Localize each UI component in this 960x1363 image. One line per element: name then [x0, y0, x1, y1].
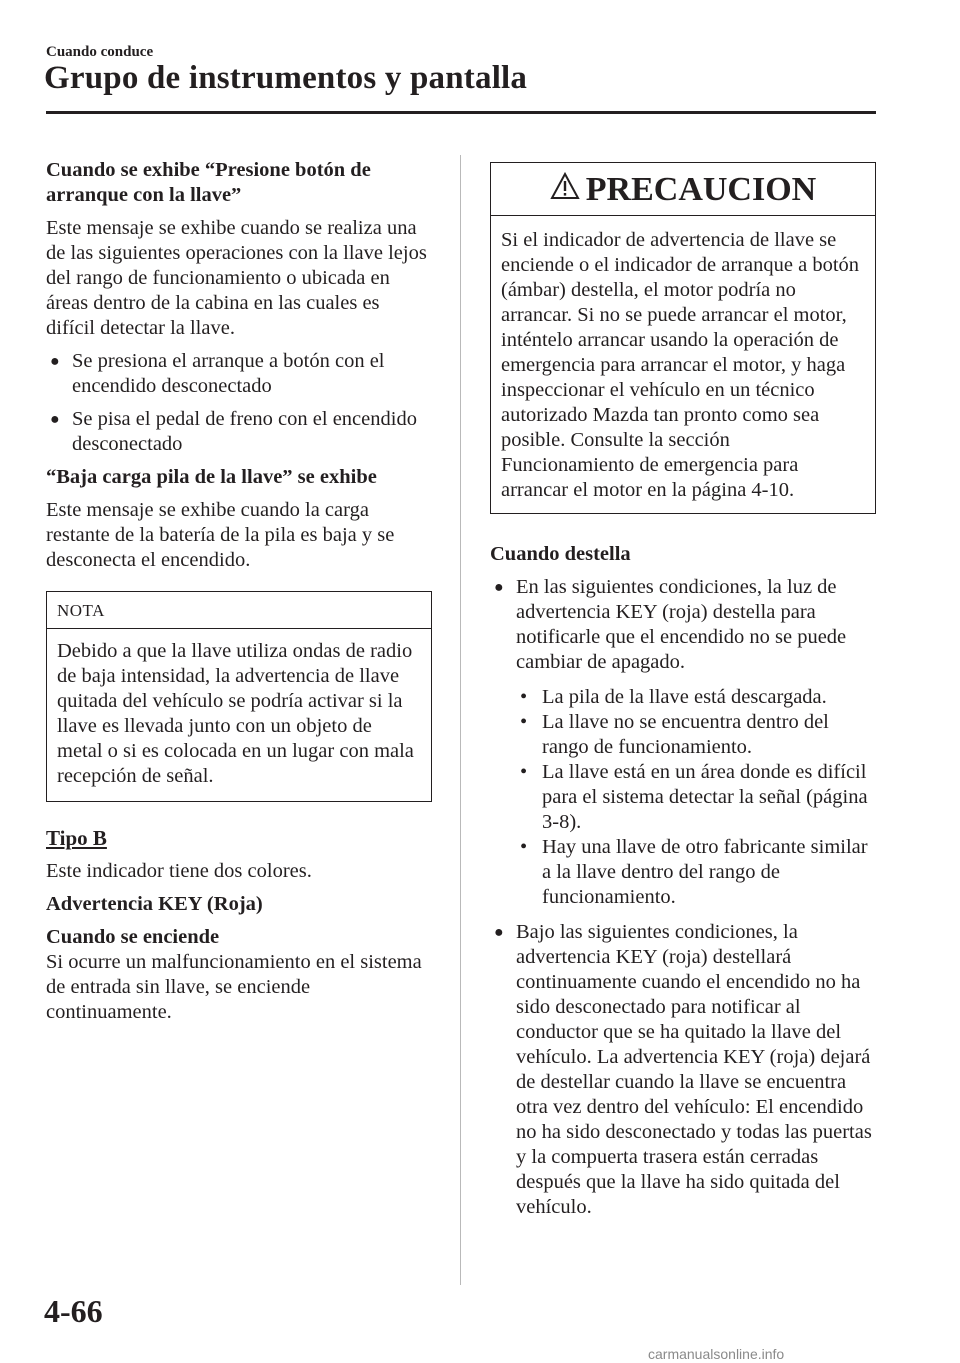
sub-bullet-item — [516, 685, 876, 710]
right-column — [490, 162, 876, 1228]
caution-title: PRECAUCION — [585, 171, 817, 208]
heading-tipo-b: Tipo B — [46, 826, 107, 850]
chapter-title: Grupo de instrumentos y pantalla — [44, 60, 528, 96]
column-divider — [460, 155, 461, 1285]
paragraph-presione: Este mensaje se exhibe cuando se realiza una de las siguientes operaciones con la llave lejos del rango de funcionamiento o ubicada en áreas dentro de la cabina en las cuales es difícil detectar la llave. — [46, 217, 427, 339]
paragraph-baja-carga: Este mensaje se exhibe cuando la carga restante de la batería de la pila es baja y se desconecta el encendido. — [46, 499, 395, 571]
bullet-text: En las siguientes condiciones, la luz de advertencia KEY (roja) destella para notificarle que el encendido no se puede cambiar de apagado. — [516, 576, 847, 673]
sub-bullet-item — [516, 710, 876, 760]
bullet-icon: ● — [494, 579, 504, 596]
bullet-item — [490, 920, 876, 1220]
note-body: Debido a que la llave utiliza ondas de radio de baja intensidad, la advertencia de llave quitada del vehículo se podría activar si la llave es llevada junto con un objeto de metal o si es colocada en un lugar con mala recepción de señal. — [57, 640, 414, 787]
note-title: NOTA — [47, 592, 431, 629]
sub-bullet-text: La llave no se encuentra dentro del rango de funcionamiento. — [542, 711, 829, 758]
warning-triangle-icon — [550, 171, 580, 209]
paragraph-tipo-b: Este indicador tiene dos colores. — [46, 860, 312, 882]
sub-bullet-icon: • — [520, 761, 528, 783]
bullet-text: Se pisa el pedal de freno con el encendido desconectado — [72, 408, 417, 455]
heading-cuando-destella: Cuando destella — [490, 543, 631, 565]
sub-bullet-item — [516, 835, 876, 910]
heading-presione: Cuando se exhibe “Presione botón de arranque con la llave” — [46, 159, 371, 206]
bullet-item — [490, 575, 876, 675]
caution-box — [490, 162, 876, 514]
sub-bullet-icon: • — [520, 686, 528, 708]
heading-baja-carga: “Baja carga pila de la llave” se exhibe — [46, 466, 377, 488]
bullet-icon: ● — [50, 353, 60, 370]
left-column — [46, 158, 432, 1025]
caution-body: Si el indicador de advertencia de llave se enciende o el indicador de arranque a botón (ámbar) destella, el motor podría no arrancar. Si no se puede arrancar el motor, inténtelo arrancar usando la operación de emergencia para arrancar el motor, y haga inspeccionar el vehículo en un técnico autorizado Mazda tan pronto como sea posible. Consulte la sección Funcionamiento de emergencia para arrancar el motor en la página 4-10. — [501, 229, 860, 501]
page-number: 4-66 — [44, 1293, 103, 1329]
sub-bullet-item — [516, 760, 876, 835]
watermark: carmanualsonline.info — [648, 1346, 785, 1362]
sub-bullet-text: La llave está en un área donde es difícil para el sistema detectar la señal (página 3-8). — [542, 761, 868, 833]
sub-bullet-icon: • — [520, 711, 528, 733]
heading-advertencia-key: Advertencia KEY (Roja) — [46, 893, 263, 915]
note-box — [46, 591, 432, 802]
heading-cuando-enciende: Cuando se enciende — [46, 926, 220, 948]
bullet-text: Se presiona el arranque a botón con el encendido desconectado — [72, 350, 385, 397]
sub-list — [490, 685, 876, 910]
sub-bullet-icon: • — [520, 836, 528, 858]
bullet-item — [46, 407, 432, 457]
bullet-text: Bajo las siguientes condiciones, la advertencia KEY (roja) destellará continuamente cuando el encendido no ha sido desconectado para notificar al conductor que se ha quitado la llave del vehículo. La advertencia KEY (roja) dejará de destellar cuando la llave se encuentra otra vez dentro del vehículo: El encendido no ha sido desconectado y todas las puertas y la compuerta trasera están cerradas después que la llave ha sido quitada del vehículo. — [516, 921, 872, 1218]
header-rule — [46, 111, 876, 114]
paragraph-cuando-enciende: Si ocurre un malfuncionamiento en el sistema de entrada sin llave, se enciende continuamente. — [46, 951, 422, 1023]
bullet-icon: ● — [494, 924, 504, 941]
bullet-icon: ● — [50, 411, 60, 428]
caution-header — [491, 163, 875, 216]
bullet-item — [46, 349, 432, 399]
sub-bullet-text: La pila de la llave está descargada. — [542, 686, 827, 708]
section-title: Cuando conduce — [46, 44, 154, 60]
sub-bullet-text: Hay una llave de otro fabricante similar a la llave dentro del rango de funcionamiento. — [542, 836, 868, 908]
